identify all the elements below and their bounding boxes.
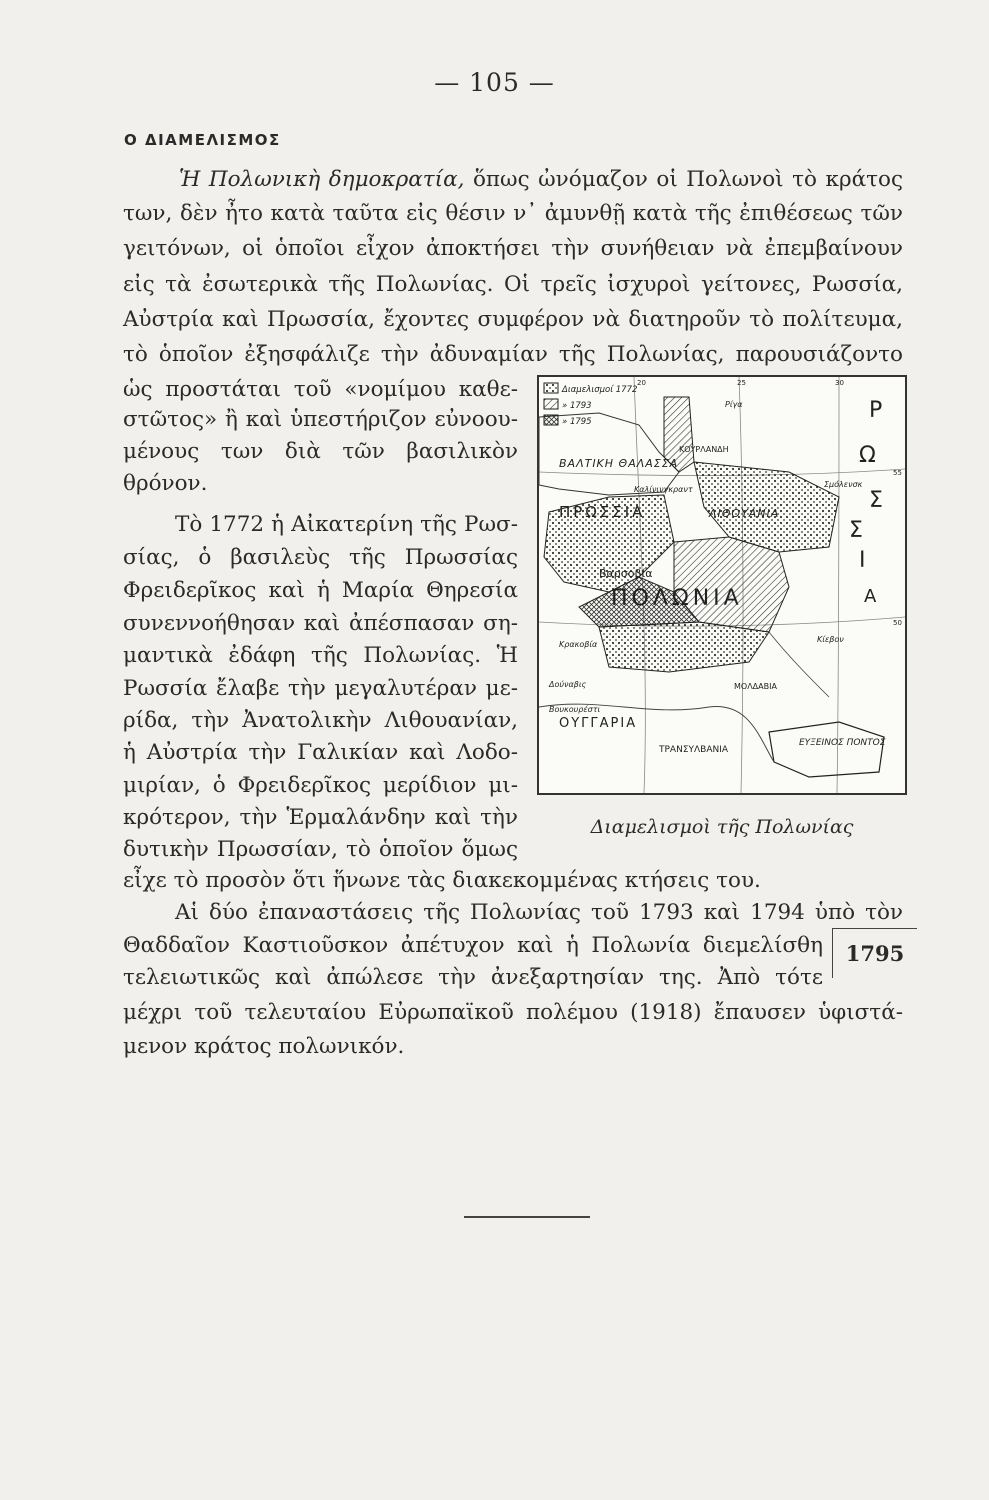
paragraph-line: ἡ Αὐστρία τὴν Γαλικίαν καὶ Λοδο- [123,740,518,765]
bucharest-label: Βουκουρέστι [549,705,601,714]
paragraph-line: δυτικὴν Πρωσσίαν, τὸ ὁποῖον ὅμως [123,837,518,862]
lithuania-label: ΛΙΘΟΥΑΝΙΑ [709,507,780,520]
kiev-label: Κίεβον [817,635,844,644]
paragraph-line: Αἱ δύο ἐπαναστάσεις τῆς Πολωνίας τοῦ 1793 καὶ 1794 ὑπὸ τὸν [175,900,903,925]
grid-label: 50 [893,619,902,627]
kaliningrad-label: Καλίνινγκραντ [634,485,693,494]
paragraph-line: τελειωτικῶς καὶ ἀπώλεσε τὴν ἀνεξαρτησίαν της. Ἀπὸ τότε [123,965,823,990]
paragraph-line: μέχρι τοῦ τελευταίου Εὐρωπαϊκοῦ πολέμου (1918) ἔπαυσεν ὑφιστά- [123,1000,903,1025]
paragraph-line: ρίδα, τὴν Ἀνατολικὴν Λιθουανίαν, [123,708,518,733]
paragraph-line: σίας, ὁ βασιλεὺς τῆς Πρωσσίας [123,545,518,570]
paragraph-line: στῶτος» ἢ καὶ ὑπεστήριζον εὐνοου- [123,407,518,432]
grid-label: 20 [637,379,646,387]
paragraph-line: μένους των διὰ τῶν βασιλικὸν [123,439,518,464]
paragraph-line: Φρειδερῖκος καὶ ἡ Μαρία Θηρεσία [123,578,518,603]
paragraph-line: συνεννοήθησαν καὶ ἀπέσπασαν ση- [123,611,518,636]
legend-label: » 1793 [562,401,592,411]
paragraph-line: τὸ ὁποῖον ἐξησφάλιζε τὴν ἀδυναμίαν τῆς Πολωνίας, παρουσιάζοντο [123,342,903,367]
russia-letter: Σ [869,488,883,513]
paragraph-line: Αὐστρία καὶ Πρωσσία, ἔχοντες συμφέρον νὰ διατηροῦν τὸ πολίτευμα, [123,307,903,332]
map-drawing [539,377,905,793]
paragraph-line: Θαδδαῖον Καστιοῦσκον ἀπέτυχον καὶ ἡ Πολωνία διεμελίσθη [123,933,823,958]
paragraph-line: μενον κράτος πολωνικόν. [123,1034,405,1059]
russia-letter: Σ [849,518,863,543]
partition-map [537,375,907,795]
warsaw-label: Βαρσοβία [599,567,653,580]
baltic-sea-label: ΒΑΛΤΙΚΗ ΘΑΛΑΣΣΑ [559,457,679,470]
paragraph-line: θρόνον. [123,471,208,496]
legend-label: Διαμελισμοί 1772 [562,385,638,395]
paragraph-line: γειτόνων, οἱ ὁποῖοι εἶχον ἀποκτήσει τὴν συνήθειαν νὰ ἐπεμβαίνουν [123,236,903,261]
courland-label: ΚΟΥΡΛΑΝΔΗ [679,445,729,454]
russia-letter: Ω [859,443,876,468]
paragraph-line: Ρωσσία ἔλαβε τὴν μεγαλυτέραν με- [123,676,518,701]
hungary-label: ΟΥΓΓΑΡΙΑ [559,716,638,731]
transylvania-label: ΤΡΑΝΣΥΛΒΑΝΙΑ [659,745,729,755]
paragraph-line: κρότερον, τὴν Ἑρμαλάνδην καὶ τὴν [123,805,518,830]
paragraph-line [123,165,903,195]
russia-letter: Ι [859,548,866,573]
section-divider [464,1216,590,1218]
krakow-label: Κρακοβία [559,640,598,649]
black-sea-label: ΕΥΞΕΙΝΟΣ ΠΟΝΤΟΣ [799,738,886,748]
opening-phrase: Ἡ Πολωνικὴ δημοκρατία, [179,167,465,192]
smolensk-label: Σμόλενσκ [824,480,863,489]
paragraph-line: εἶχε τὸ προσὸν ὅτι ἥνωνε τὰς διακεκομμένας κτήσεις του. [123,868,761,893]
prussia-label: ΠΡΩΣΣΙΑ [559,503,646,521]
line-text: ὅπως ὠνόμαζον οἱ Πολωνοὶ τὸ κράτος [464,167,903,192]
paragraph-line: ὡς προστάται τοῦ «νομίμου καθε- [123,377,518,402]
paragraph-line: μιρίαν, ὁ Φρειδερῖκος μερίδιον μι- [123,773,518,798]
poland-label: ΠΟΛΩΝΙΑ [611,586,743,611]
russia-letter: Ρ [869,398,883,423]
paragraph-line: εἰς τὰ ἐσωτερικὰ τῆς Πολωνίας. Οἱ τρεῖς ἰσχυροὶ γείτονες, Ρωσσία, [123,272,903,297]
paragraph-line: των, δὲν ἦτο κατὰ ταῦτα εἰς θέσιν ν᾿ ἀμυνθῇ κατὰ τῆς ἐπιθέσεως τῶν [123,201,903,226]
grid-label: 25 [737,379,746,387]
moldavia-label: ΜΟΛΔΑΒΙΑ [734,682,777,691]
section-heading: Ο ΔΙΑΜΕΛΙΣΜΟΣ [124,131,281,149]
danube-label: Δούναβις [549,680,587,689]
grid-label: 55 [893,469,902,477]
legend-label: » 1795 [562,417,592,427]
map-caption: Διαμελισμοὶ τῆς Πολωνίας [590,816,854,838]
page-number: — 105 — [434,68,555,97]
russia-letter: Α [864,586,877,607]
riga-label: Ρίγα [725,400,743,409]
margin-date-note: 1795 [832,928,917,978]
grid-label: 30 [835,379,844,387]
paragraph-line: μαντικὰ ἐδάφη τῆς Πολωνίας. Ἡ [123,643,518,668]
paragraph-line: Τὸ 1772 ἡ Αἰκατερίνη τῆς Ρωσ- [175,512,518,537]
